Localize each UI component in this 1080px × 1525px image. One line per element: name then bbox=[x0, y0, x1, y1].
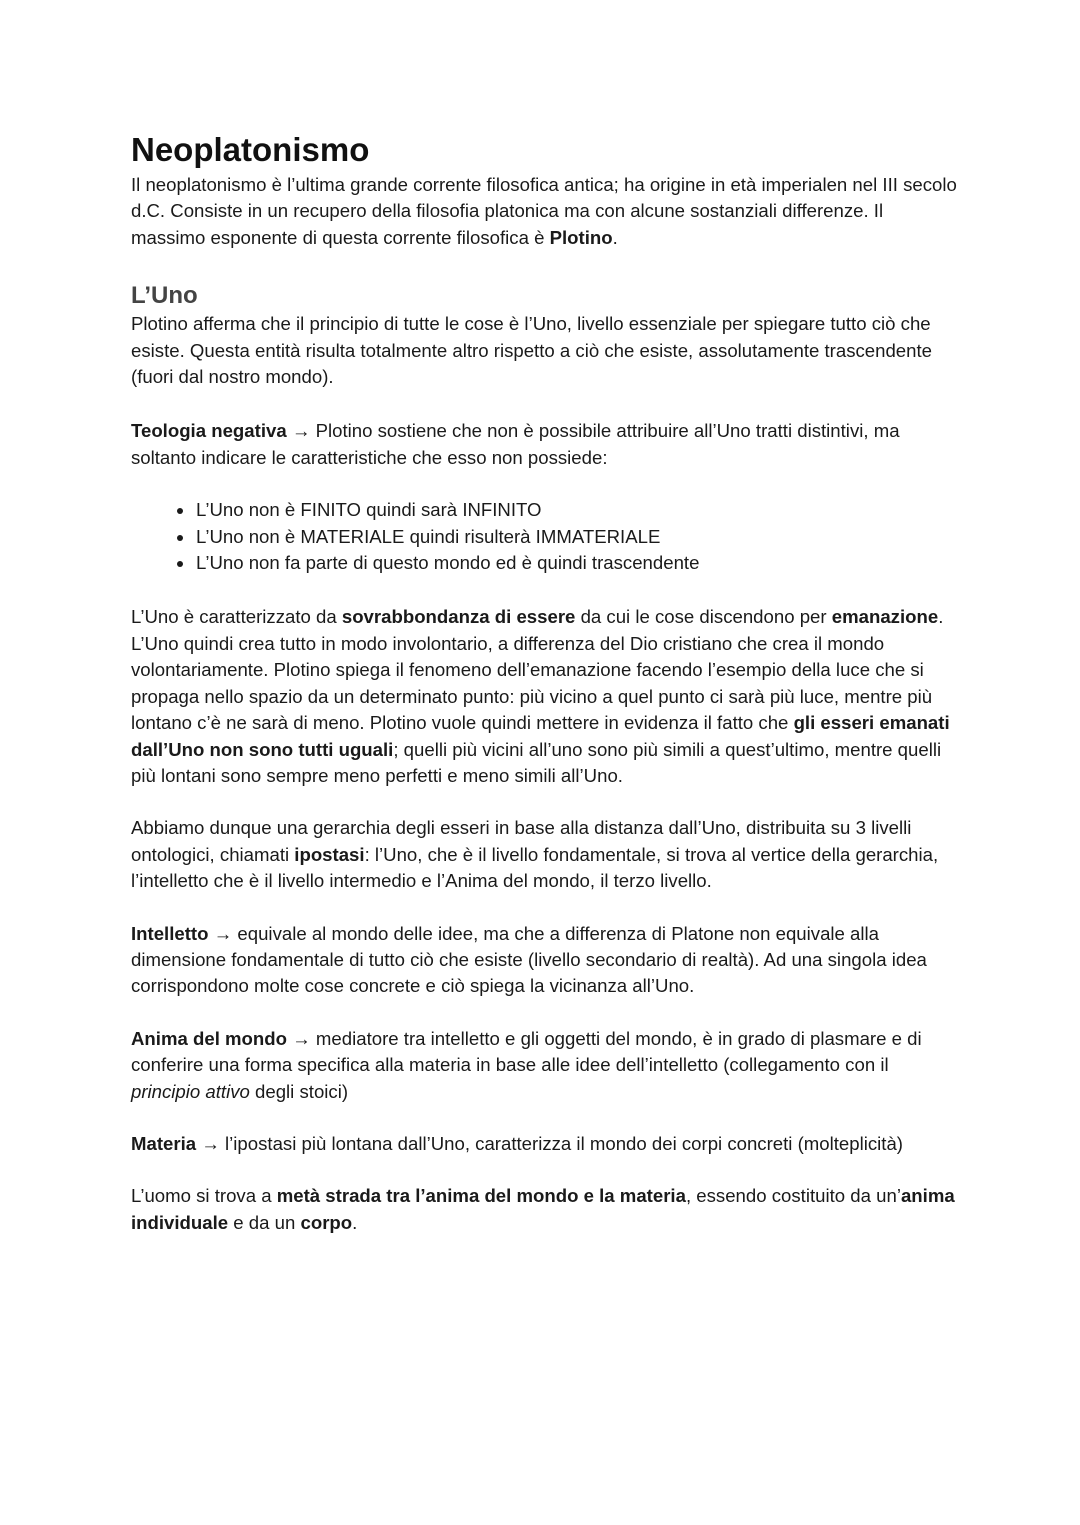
intelletto-paragraph: Intelletto → equivale al mondo delle idee, ma che a differenza di Platone non equivale alla dimensione fondamentale di tutto ciò che esiste (livello secondario di realtà). Ad una singola idea corrispondono molte cose concrete e ciò spiega la vicinanza all’Uno. bbox=[131, 922, 927, 997]
uomo-paragraph: L’uomo si trova a metà strada tra l’anima del mondo e la materia, essendo costituito da un’anima individuale e da un corpo. bbox=[131, 1185, 955, 1233]
anima-paragraph: Anima del mondo → mediatore tra intelletto e gli oggetti del mondo, è in grado di plasmare e di conferire una forma specifica alla materia in base alle idee dell’intelletto (collegamento con il principio attivo degli stoici) bbox=[131, 1027, 922, 1102]
page-title: Neoplatonismo bbox=[131, 131, 370, 168]
intro-paragraph: Il neoplatonismo è l’ultima grande corrente filosofica antica; ha origine in età imperialen nel III secolo d.C. Consiste in un recupero della filosofia platonica ma con alcune sostanziali differenze. Il massimo esponente di questa corrente filosofica è Plotino. bbox=[131, 174, 957, 248]
list-item: • L’Uno non fa parte di questo mondo ed è quindi trascendente bbox=[195, 550, 960, 576]
section-heading-uno: L’Uno bbox=[131, 282, 198, 310]
list-item: • L’Uno non è FINITO quindi sarà INFINITO bbox=[195, 497, 960, 523]
gerarchia-paragraph: Abbiamo dunque una gerarchia degli esseri in base alla distanza dall’Uno, distribuita su 3 livelli ontologici, chiamati ipostasi: l’Uno, che è il livello fondamentale, si trova al vertice della gerarchia, l’intelletto che è il livello intermedio e l’Anima del mondo, il terzo livello. bbox=[131, 817, 939, 892]
teologia-list bbox=[131, 497, 960, 576]
list-item: • L’Uno non è MATERIALE quindi risulterà IMMATERIALE bbox=[195, 524, 960, 550]
emanazione-paragraph: L’Uno è caratterizzato da sovrabbondanza di essere da cui le cose discendono per emanazione. L’Uno quindi crea tutto in modo involontario, a differenza del Dio cristiano che crea il mondo volontariamente. Plotino spiega il fenomeno dell’emanazione facendo l’esempio della luce che si propaga nello spazio da un determinato punto: più vicino a quel punto ci sarà più luce, mentre più lontano c’è ne sarà di meno. Plotino vuole quindi mettere in evidenza il fatto che gli esseri emanati dall’Uno non sono tutti uguali; quelli più vicini all’uno sono più simili a quest’ultimo, mentre quelli più lontani sono sempre meno perfetti e meno simili all’Uno. bbox=[131, 606, 950, 786]
uno-paragraph: Plotino afferma che il principio di tutte le cose è l’Uno, livello essenziale per spiegare tutto ciò che esiste. Questa entità risulta totalmente altro rispetto a ciò che esiste, assolutamente trascendente (fuori dal nostro mondo). bbox=[131, 313, 932, 388]
materia-paragraph: Materia → l’ipostasi più lontana dall’Uno, caratterizza il mondo dei corpi concreti (molteplicità) bbox=[131, 1132, 903, 1154]
teologia-paragraph: Teologia negativa → Plotino sostiene che non è possibile attribuire all’Uno tratti distintivi, ma soltanto indicare le caratteristiche che esso non possiede: bbox=[131, 420, 900, 468]
